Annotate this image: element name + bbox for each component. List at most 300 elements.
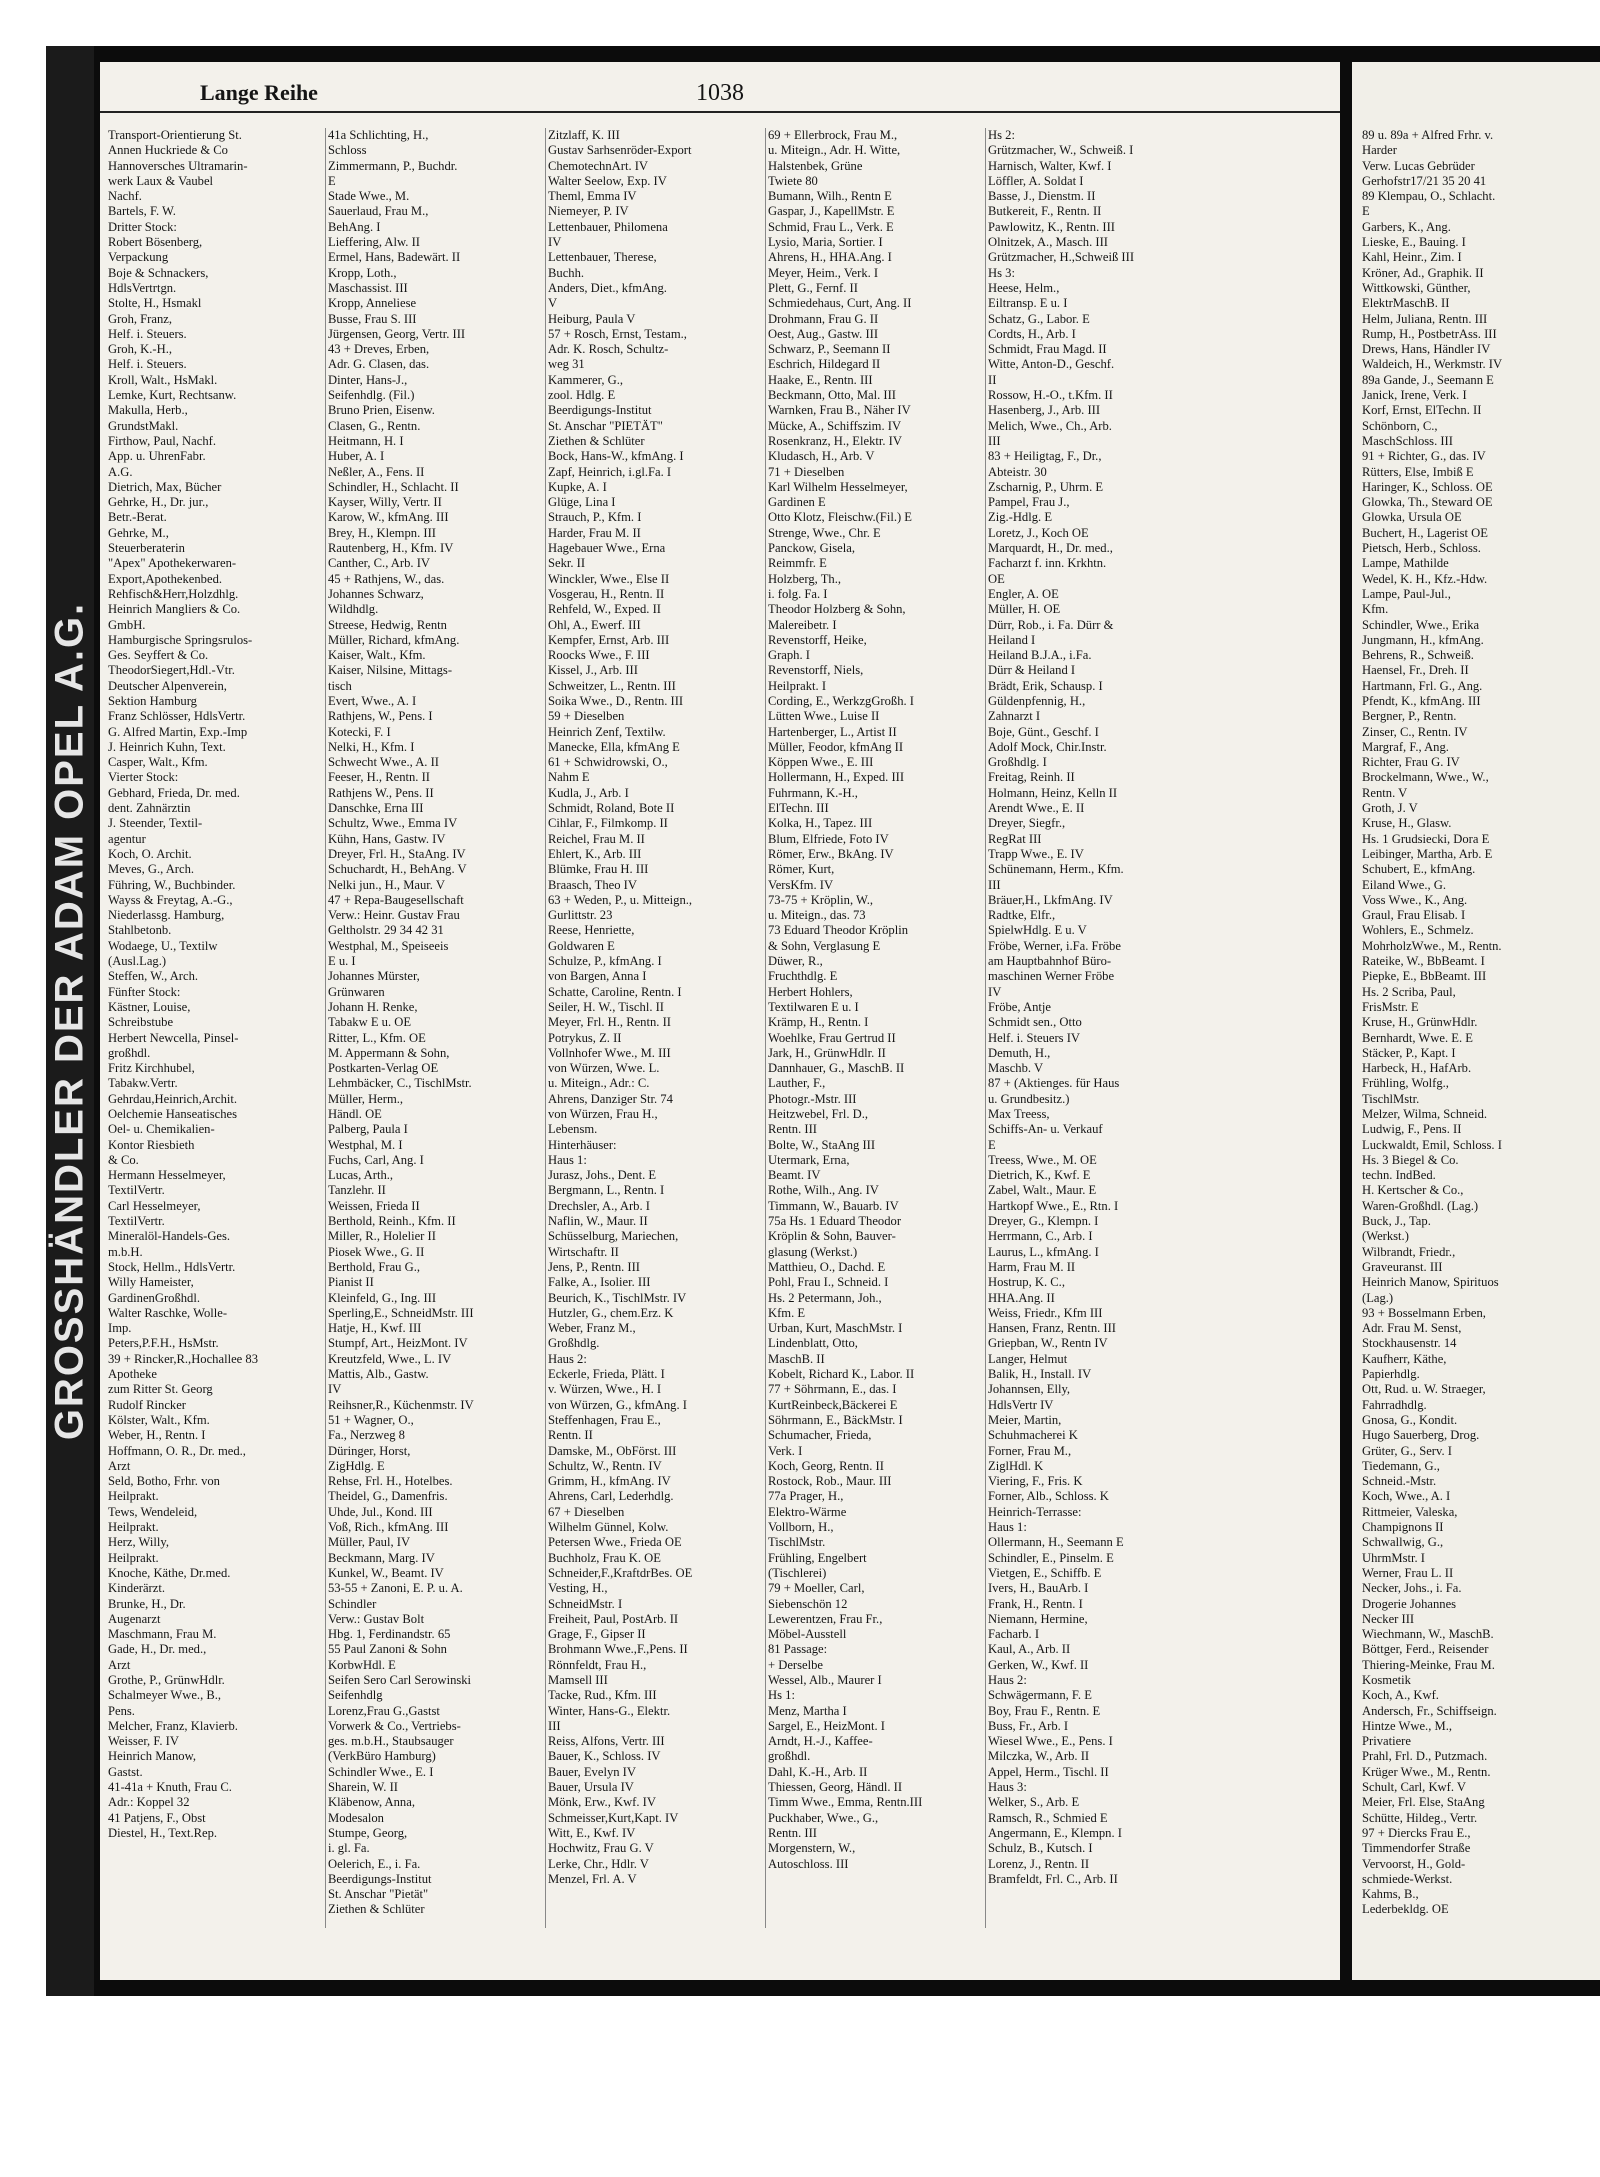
directory-entry-line: Kolka, H., Tapez. III <box>768 816 873 831</box>
directory-entry-line: tisch <box>328 678 352 693</box>
directory-entry-line: Clasen, G., Rentn. <box>328 418 421 433</box>
directory-entry-line: Glowka, Ursula OE <box>1362 510 1462 525</box>
directory-entry-line: Jürgensen, Georg, Vertr. III <box>328 326 466 341</box>
directory-entry-line: Arendt Wwe., E. II <box>988 801 1085 816</box>
directory-entry-line: Gurlittstr. 23 <box>548 908 613 923</box>
directory-entry-line: Dürr, Rob., i. Fa. Dürr & <box>988 617 1114 632</box>
directory-entry-line: Neßler, A., Fens. II <box>328 464 425 479</box>
directory-entry-line: Westphal, M., Speiseeis <box>328 938 449 953</box>
directory-entry-line: von Würzen, Wwe. L. <box>548 1061 660 1076</box>
directory-entry-line: (Lag.) <box>1362 1290 1394 1305</box>
column-rule <box>325 128 326 1928</box>
directory-entry-line: Pfendt, K., kfmAng. III <box>1362 693 1481 708</box>
directory-entry-line: Dreyer, Frl. H., StaAng. IV <box>328 846 466 861</box>
directory-entry-line: Groth, J. V <box>1362 801 1418 816</box>
directory-entry-line: Meves, G., Arch. <box>108 862 195 877</box>
directory-entry-line: Grützmacher, W., Schweiß. I <box>988 143 1134 158</box>
directory-entry-line: Maschb. V <box>988 1061 1044 1076</box>
directory-entry-line: Kinderärzt. <box>108 1581 165 1596</box>
directory-entry-line: agentur <box>108 831 146 846</box>
directory-entry-line: Piosek Wwe., G. II <box>328 1244 425 1259</box>
directory-entry-line: Brohmann Wwe.,F.,Pens. II <box>548 1642 688 1657</box>
directory-entry-line: Steuerberaterin <box>108 541 185 556</box>
directory-entry-line: Heinrich Mangliers & Co. <box>108 602 241 617</box>
directory-entry-line: Frühling, Engelbert <box>768 1550 867 1565</box>
directory-entry-line: Rentn. II <box>548 1428 593 1443</box>
directory-entry-line: Ritter, L., Kfm. OE <box>328 1030 426 1045</box>
directory-entry-line: Franz Schlösser, HdlsVertr. <box>108 709 246 724</box>
directory-entry-line: Korf, Ernst, ElTechn. II <box>1362 403 1482 418</box>
directory-entry-line: Müller, Feodor, kfmAng II <box>768 739 904 754</box>
directory-entry-line: Forner, Alb., Schloss. K <box>988 1489 1109 1504</box>
directory-entry-line: Demuth, H., <box>988 1045 1051 1060</box>
directory-entry-line: Melcher, Franz, Klavierb. <box>108 1718 238 1733</box>
column-rule <box>985 128 986 1928</box>
directory-entry-line: Zabel, Walt., Maur. E <box>988 1183 1097 1198</box>
directory-entry-line: Weissen, Frieda II <box>328 1198 420 1213</box>
directory-entry-line: 83 + Heiligtag, F., Dr., <box>988 449 1102 464</box>
directory-entry-line: 41 Patjens, F., Obst <box>108 1810 206 1825</box>
directory-entry-line: Ollermann, H., Seemann E <box>988 1535 1124 1550</box>
directory-entry-line: Kleinfeld, G., Ing. III <box>328 1290 437 1305</box>
directory-entry-line: Stolte, H., Hsmakl <box>108 296 202 311</box>
directory-entry-line: Wedel, K. H., Kfz.-Hdw. <box>1362 571 1488 586</box>
directory-entry-line: Oelchemie Hanseatisches <box>108 1107 238 1121</box>
directory-entry-line: Schneider,F.,KraftdrBes. OE <box>548 1565 693 1580</box>
directory-entry-line: Hermann Hesselmeyer, <box>108 1168 226 1183</box>
directory-entry-line: Schindler <box>328 1596 377 1611</box>
directory-entry-line: Betr.-Berat. <box>108 510 167 525</box>
directory-entry-line: Pohl, Frau I., Schneid. I <box>768 1275 889 1290</box>
directory-entry-line: Pens. <box>108 1703 135 1718</box>
directory-entry-line: (VerkBüro Hamburg) <box>328 1749 436 1764</box>
directory-entry-line: zum Ritter St. Georg <box>108 1382 213 1397</box>
directory-entry-line: Fuhrmann, K.-H., <box>768 785 858 800</box>
directory-entry-line: Robert Bösenberg, <box>108 235 203 250</box>
directory-entry-line: Bauer, K., Schloss. IV <box>548 1749 661 1764</box>
directory-entry-line: Stäcker, P., Kapt. I <box>1362 1045 1456 1060</box>
directory-entry-line: Gustav Sarhsenröder-Export <box>548 143 692 158</box>
directory-entry-line: Koch, Georg, Rentn. II <box>768 1458 884 1473</box>
directory-entry-line: Beamt. IV <box>768 1168 821 1183</box>
directory-entry-line: Rossow, H.-O., t.Kfm. II <box>988 388 1113 403</box>
directory-entry-line: Heitmann, H. I <box>328 433 404 448</box>
directory-entry-line: Beurich, K., TischlMstr. IV <box>548 1290 687 1305</box>
directory-entry-line: Grünwaren <box>328 984 385 999</box>
directory-entry-line: Evert, Wwe., A. I <box>328 693 417 708</box>
directory-entry-line: 67 + Dieselben <box>548 1504 625 1519</box>
directory-entry-line: Carl Hesselmeyer, <box>108 1198 201 1213</box>
directory-entry-line: Champignons II <box>1362 1520 1444 1535</box>
directory-entry-line: Gehrdau,Heinrich,Archit. <box>108 1091 238 1106</box>
directory-entry-line: Kölster, Walt., Kfm. <box>108 1412 210 1427</box>
directory-entry-line: 73 Eduard Theodor Kröplin <box>768 923 909 938</box>
directory-entry-line: Wessel, Alb., Maurer I <box>768 1672 882 1687</box>
directory-entry-line: Adolf Mock, Chir.Instr. <box>988 739 1107 754</box>
directory-entry-line: Jens, P., Rentn. III <box>548 1259 640 1274</box>
directory-entry-line: Bauer, Evelyn IV <box>548 1764 636 1779</box>
directory-entry-line: 87 + (Aktienges. für Haus <box>988 1076 1120 1091</box>
directory-entry-line: Arzt <box>108 1458 131 1473</box>
directory-entry-line: Krämp, H., Rentn. I <box>768 1015 869 1030</box>
directory-column-5 <box>988 128 1202 1887</box>
directory-entry-line: großhdl. <box>108 1045 151 1060</box>
directory-entry-line: Frank, H., Rentn. I <box>988 1596 1083 1611</box>
directory-entry-line: Ermel, Hans, Badewärt. II <box>328 250 461 265</box>
directory-entry-line: Thiering-Meinke, Frau M. <box>1362 1657 1495 1672</box>
directory-entry-line: Groh, Franz, <box>108 311 173 326</box>
directory-entry-line: Möbel-Ausstell <box>768 1627 847 1642</box>
directory-entry-line: Gardinen E <box>768 495 826 510</box>
directory-entry-line: Beerdigungs-Institut <box>328 1871 432 1886</box>
directory-entry-line: techn. IndBed. <box>1362 1168 1436 1183</box>
directory-entry-line: u. Miteign., Adr. H. Witte, <box>768 143 901 158</box>
directory-entry-line: Schwallwig, G., <box>1362 1535 1444 1550</box>
directory-entry-line: Knoche, Käthe, Dr.med. <box>108 1565 231 1580</box>
directory-entry-line: 39 + Rincker,R.,Hochallee 83 <box>108 1351 258 1366</box>
directory-entry-line: Großhdlg. <box>548 1336 600 1351</box>
directory-entry-line: Karl Wilhelm Hesselmeyer, <box>768 479 908 494</box>
directory-entry-line: GrundstMakl. <box>108 418 179 433</box>
directory-entry-line: Firthow, Paul, Nachf. <box>108 433 216 448</box>
directory-entry-line: Blümke, Frau H. III <box>548 862 649 877</box>
directory-entry-line: Woehlke, Frau Gertrud II <box>768 1030 896 1045</box>
directory-entry-line: GmbH. <box>108 617 146 632</box>
directory-entry-line: Niederlassg. Hamburg, <box>108 908 225 923</box>
directory-entry-line: Hintze Wwe., M., <box>1362 1718 1453 1733</box>
directory-entry-line: Voss Wwe., K., Ang. <box>1362 892 1468 907</box>
directory-entry-line: Fa., Nerzweg 8 <box>328 1428 405 1443</box>
directory-entry-line: Sektion Hamburg <box>108 693 197 708</box>
directory-entry-line: Steffen, W., Arch. <box>108 969 199 984</box>
directory-entry-line: Hartenberger, L., Artist II <box>768 724 897 739</box>
directory-entry-line: Weisser, F. IV <box>108 1734 179 1749</box>
directory-entry-line: 59 + Dieselben <box>548 709 625 724</box>
directory-entry-line: Lindenblatt, Otto, <box>768 1336 858 1351</box>
directory-entry-line: Timmendorfer Straße <box>1362 1841 1471 1856</box>
directory-entry-line: Otto Klotz, Fleischw.(Fil.) E <box>768 510 912 525</box>
directory-entry-line: Meier, Frl. Else, StaAng <box>1362 1795 1485 1810</box>
directory-entry-line: Richter, Frau G. IV <box>1362 755 1460 770</box>
directory-entry-line: J. Heinrich Kuhn, Text. <box>108 739 226 754</box>
directory-entry-line: 89a Gande, J., Seemann E <box>1362 372 1494 387</box>
directory-entry-line: Dietrich, Max, Bücher <box>108 479 222 494</box>
directory-entry-line: Dürr & Heiland I <box>988 663 1076 678</box>
directory-entry-line: IV <box>328 1382 342 1397</box>
directory-entry-line: Angermann, E., Klempn. I <box>988 1825 1122 1840</box>
directory-entry-line: Verw.: Gustav Bolt <box>328 1611 425 1626</box>
directory-entry-line: Kruse, H., GrünwHdlr. <box>1362 1015 1478 1030</box>
directory-entry-line: J. Steender, Textil- <box>108 816 203 831</box>
directory-entry-line: M. Appermann & Sohn, <box>328 1045 450 1060</box>
directory-entry-line: Halstenbek, Grüne <box>768 158 863 173</box>
directory-entry-line: Kaufherr, Käthe, <box>1362 1351 1447 1366</box>
directory-entry-line: Schalmeyer Wwe., B., <box>108 1688 222 1703</box>
directory-entry-line: Wohlers, E., Schmelz. <box>1362 923 1474 938</box>
directory-entry-line: u. Grundbesitz.) <box>988 1091 1070 1106</box>
directory-entry-line: ZigHdlg. E <box>328 1458 385 1473</box>
directory-entry-line: Gerken, W., Kwf. II <box>988 1657 1089 1672</box>
directory-entry-line: Kropp, Loth., <box>328 265 397 280</box>
directory-entry-line: Margraf, F., Ang. <box>1362 739 1449 754</box>
directory-entry-line: Pawlowitz, K., Rentn. III <box>988 219 1115 234</box>
directory-entry-line: Seld, Botho, Frhr. von <box>108 1474 220 1489</box>
directory-entry-line: Modesalon <box>328 1810 384 1825</box>
directory-entry-line: am Hauptbahnhof Büro- <box>988 954 1112 969</box>
directory-entry-line: Rautenberg, H., Kfm. IV <box>328 541 454 556</box>
directory-entry-line: HHA.Ang. II <box>988 1290 1055 1305</box>
directory-entry-line: Helf. i. Steuers. <box>108 326 187 341</box>
directory-entry-line: Rudolf Rincker <box>108 1397 186 1412</box>
directory-entry-line: Lieske, E., Bauing. I <box>1362 235 1466 250</box>
directory-entry-line: TheodorSiegert,Hdl.-Vtr. <box>108 663 235 678</box>
directory-entry-line: Augenarzt <box>108 1611 161 1626</box>
directory-entry-line: Gerhofstr17/21 35 20 41 <box>1362 173 1487 188</box>
directory-entry-line: Lorenz,Frau G.,Gastst <box>328 1703 440 1718</box>
directory-entry-line: Laurus, L., kfmAng. I <box>988 1244 1099 1259</box>
directory-entry-line: Herz, Willy, <box>108 1535 170 1550</box>
directory-entry-line: Waren-Großhdl. (Lag.) <box>1362 1198 1479 1213</box>
directory-entry-line: Rittmeier, Valeska, <box>1362 1504 1458 1519</box>
directory-entry-line: Stock, Hellm., HdlsVertr. <box>108 1259 236 1274</box>
directory-entry-line: Rathjens, W., Pens. I <box>328 709 433 724</box>
directory-entry-line: Kempfer, Ernst, Arb. III <box>548 632 670 647</box>
directory-entry-line: Haus 2: <box>988 1672 1027 1687</box>
directory-entry-line: Panckow, Gisela, <box>768 541 855 556</box>
directory-entry-line: Casper, Walt., Kfm. <box>108 755 208 770</box>
directory-entry-line: 77a Prager, H., <box>768 1489 844 1504</box>
directory-entry-line: Römer, Kurt, <box>768 862 835 877</box>
directory-entry-line: Export,Apothekenbed. <box>108 571 223 586</box>
directory-entry-line: Bruno Prien, Eisenw. <box>328 403 435 418</box>
directory-entry-line: Rump, H., PostbetrAss. III <box>1362 326 1497 341</box>
directory-entry-line: FrisMstr. E <box>1362 999 1419 1014</box>
directory-entry-line: Schatte, Caroline, Rentn. I <box>548 984 682 999</box>
directory-entry-line: Langer, Helmut <box>988 1351 1068 1366</box>
directory-entry-line: Meier, Martin, <box>988 1412 1062 1427</box>
directory-entry-line: Holmann, Heinz, Kelln II <box>988 785 1118 800</box>
directory-entry-line: Kühn, Hans, Gastw. IV <box>328 831 446 846</box>
directory-entry-line: Seifen Sero Carl Serowinski <box>328 1672 472 1687</box>
directory-entry-line: Radtke, Elfr., <box>988 908 1056 923</box>
directory-entry-line: weg 31 <box>548 357 585 372</box>
directory-entry-line: Jurasz, Johs., Dent. E <box>548 1168 657 1183</box>
directory-entry-line: Nelki jun., H., Maur. V <box>328 877 445 892</box>
directory-entry-line: Andersch, Fr., Schiffseign. <box>1362 1703 1497 1718</box>
directory-entry-line: Hartmann, Frl. G., Ang. <box>1362 678 1483 693</box>
directory-entry-line: Hbg. 1, Ferdinandstr. 65 <box>328 1627 451 1642</box>
directory-entry-line: Miller, R., Holelier II <box>328 1229 436 1244</box>
directory-entry-line: Lettenbauer, Philomena <box>548 219 668 234</box>
directory-entry-line: Petersen Wwe., Frieda OE <box>548 1535 682 1550</box>
directory-entry-line: E u. I <box>328 954 356 969</box>
directory-entry-line: Fruchthdlg. E <box>768 969 838 984</box>
directory-entry-line: Dreyer, G., Klempn. I <box>988 1214 1099 1229</box>
directory-entry-line: Theml, Emma IV <box>548 189 637 204</box>
directory-entry-line: Theidel, G., Damenfris. <box>328 1489 448 1504</box>
directory-entry-line: Loretz, J., Koch OE <box>988 525 1089 540</box>
directory-entry-line: Menzel, Frl. A. V <box>548 1871 637 1886</box>
directory-entry-line: Lorenz, J., Rentn. II <box>988 1856 1090 1871</box>
directory-entry-line: von Würzen, Frau H., <box>548 1107 658 1121</box>
header-rule <box>100 111 1340 113</box>
directory-entry-line: Gade, H., Dr. med., <box>108 1642 207 1657</box>
directory-entry-line: Stockhausenstr. 14 <box>1362 1336 1457 1351</box>
directory-entry-line: Damske, M., ObFörst. III <box>548 1443 677 1458</box>
directory-entry-line: Schmidt, Frau Magd. II <box>988 342 1107 357</box>
directory-entry-line: Drogerie Johannes <box>1362 1596 1457 1611</box>
directory-entry-line: Hoffmann, O. R., Dr. med., <box>108 1443 246 1458</box>
directory-entry-line: Kläbenow, Anna, <box>328 1795 415 1810</box>
directory-entry-line: Wilbrandt, Friedr., <box>1362 1244 1456 1259</box>
directory-entry-line: Hollermann, H., Exped. III <box>768 770 905 785</box>
directory-entry-line: Wittkowski, Günther, <box>1362 280 1471 295</box>
directory-entry-line: Schwarz, P., Seemann II <box>768 342 891 357</box>
directory-entry-line: Weiss, Friedr., Kfm III <box>988 1305 1103 1320</box>
directory-entry-line: Eschrich, Hildegard II <box>768 357 881 372</box>
directory-entry-line: Müller, Herm., <box>328 1091 404 1106</box>
directory-entry-line: 77 + Söhrmann, E., das. I <box>768 1382 897 1397</box>
directory-entry-line: Privatiere <box>1362 1734 1411 1749</box>
directory-entry-line: Führing, W., Buchbinder. <box>108 877 236 892</box>
directory-entry-line: Bernhardt, Wwe. E. E <box>1362 1030 1473 1045</box>
directory-entry-line: 53-55 + Zanoni, E. P. u. A. <box>328 1581 463 1596</box>
directory-entry-line: Voß, Rich., kfmAng. III <box>328 1520 449 1535</box>
directory-entry-line: TextilVertr. <box>108 1214 165 1229</box>
directory-entry-line: Zimmermann, P., Buchdr. <box>328 158 458 173</box>
directory-entry-line: Kupke, A. I <box>548 479 607 494</box>
directory-entry-line: Ivers, H., BauArb. I <box>988 1581 1089 1596</box>
directory-entry-line: HdlsVertr IV <box>988 1397 1054 1412</box>
directory-column-3 <box>548 128 762 1887</box>
directory-entry-line: Johannsen, Elly, <box>988 1382 1071 1397</box>
directory-entry-line: HdlsVertrtgn. <box>108 280 177 295</box>
directory-entry-line: glasung (Werkst.) <box>768 1244 858 1259</box>
directory-column-2 <box>328 128 542 1918</box>
directory-entry-line: Adr. Frau M. Senst, <box>1362 1321 1462 1336</box>
directory-entry-line: Lebensm. <box>548 1122 598 1137</box>
directory-entry-line: GardinenGroßhdl. <box>108 1290 200 1305</box>
directory-entry-line: Schwägermann, F. E <box>988 1688 1092 1703</box>
directory-entry-line: Stumpf, Art., HeizMont. IV <box>328 1336 468 1351</box>
directory-entry-line: Mücke, A., Schiffszim. IV <box>768 418 902 433</box>
directory-entry-line: Ziethen & Schlüter <box>328 1902 425 1917</box>
directory-entry-line: Freiheit, Paul, PostArb. II <box>548 1611 679 1626</box>
directory-entry-line: Tews, Wendeleid, <box>108 1504 198 1519</box>
directory-entry-line: KorbwHdl. E <box>328 1657 396 1672</box>
directory-entry-line: Kobelt, Richard K., Labor. II <box>768 1367 915 1382</box>
directory-entry-line: Stahlbetonb. <box>108 923 172 938</box>
directory-entry-line: Reese, Henriette, <box>548 923 635 938</box>
directory-entry-line: Ziethen & Schlüter <box>548 433 645 448</box>
directory-entry-line: VersKfm. IV <box>768 877 834 892</box>
directory-entry-line: Eiltransp. E u. I <box>988 296 1068 311</box>
directory-entry-line: Timmann, W., Bauarb. IV <box>768 1198 899 1213</box>
directory-entry-line: Dahl, K.-H., Arb. II <box>768 1764 868 1779</box>
directory-entry-line: SpielwHdlg. E u. V <box>988 923 1087 938</box>
directory-entry-line: Kaul, A., Arb. II <box>988 1642 1071 1657</box>
directory-entry-line: Deutscher Alpenverein, <box>108 678 227 693</box>
directory-entry-line: Heilprakt. <box>108 1489 159 1504</box>
directory-entry-line: 43 + Dreves, Erben, <box>328 342 430 357</box>
directory-entry-line: Hochwitz, Frau G. V <box>548 1841 654 1856</box>
directory-entry-line: Oelerich, E., i. Fa. <box>328 1856 421 1871</box>
directory-entry-line: Adr. K. Rosch, Schultz- <box>548 342 669 357</box>
directory-entry-line: Verpackung <box>108 250 169 265</box>
directory-entry-line: Harnisch, Walter, Kwf. I <box>988 158 1112 173</box>
directory-entry-line: Winter, Hans-G., Elektr. <box>548 1703 671 1718</box>
directory-entry-line: Kästner, Louise, <box>108 999 191 1014</box>
directory-entry-line: Menz, Martha I <box>768 1703 847 1718</box>
directory-entry-line: Abteistr. 30 <box>988 464 1047 479</box>
directory-entry-line: Ramsch, R., Schmied E <box>988 1810 1108 1825</box>
directory-entry-line: Heinrich-Terrasse: <box>988 1504 1082 1519</box>
directory-entry-line: Schulz, B., Kutsch. I <box>988 1841 1093 1856</box>
directory-entry-line: Naflin, W., Maur. II <box>548 1214 648 1229</box>
directory-entry-line: Ott, Rud. u. W. Straeger, <box>1362 1382 1486 1397</box>
directory-entry-line: A.G. <box>108 464 133 479</box>
directory-entry-line: Kaiser, Nilsine, Mittags- <box>328 663 453 678</box>
directory-entry-line: Schuhmacherei K <box>988 1428 1078 1443</box>
directory-entry-line: Zapf, Heinrich, i.gl.Fa. I <box>548 464 672 479</box>
directory-entry-line: Verw. Lucas Gebrüder <box>1362 158 1475 173</box>
directory-entry-line: Oest, Aug., Gastw. III <box>768 326 879 341</box>
directory-entry-line: Groh, K.-H., <box>108 342 173 357</box>
directory-entry-line: Johann H. Renke, <box>328 999 418 1014</box>
directory-entry-line: Welker, S., Arb. E <box>988 1795 1080 1810</box>
directory-entry-line: Kreutzfeld, Wwe., L. IV <box>328 1351 452 1366</box>
directory-entry-line: Rostock, Rob., Maur. III <box>768 1474 892 1489</box>
directory-entry-line: MaschB. II <box>768 1351 825 1366</box>
directory-entry-line: Falke, A., Isolier. III <box>548 1275 651 1290</box>
directory-entry-line: Zahnarzt I <box>988 709 1041 724</box>
directory-entry-line: Löffler, A. Soldat I <box>988 173 1084 188</box>
directory-entry-line: Niemeyer, P. IV <box>548 204 629 219</box>
directory-entry-line: Hs. 2 Scriba, Paul, <box>1362 984 1456 999</box>
directory-entry-line: Müller, H. OE <box>988 602 1061 617</box>
directory-entry-line: Haus 1: <box>548 1152 587 1167</box>
directory-entry-line: III <box>548 1718 561 1733</box>
directory-entry-line: Oel- u. Chemikalien- <box>108 1122 215 1137</box>
directory-entry-line: + Derselbe <box>768 1657 824 1672</box>
directory-entry-line: Hartkopf Wwe., E., Rtn. I <box>988 1198 1119 1213</box>
directory-entry-line: III <box>988 433 1001 448</box>
directory-entry-line: Twiete 80 <box>768 173 818 188</box>
directory-entry-line: 81 Passage: <box>768 1642 828 1657</box>
directory-entry-line: Ahrens, Danziger Str. 74 <box>548 1091 673 1106</box>
directory-entry-line: Haringer, K., Schloss. OE <box>1362 479 1493 494</box>
directory-entry-line: Feeser, H., Rentn. II <box>328 770 430 785</box>
directory-entry-line: Verk. I <box>768 1443 803 1458</box>
directory-entry-line: Melzer, Wilma, Schneid. <box>1362 1107 1488 1121</box>
directory-entry-line: Hutzler, G., chem.Erz. K <box>548 1305 674 1320</box>
directory-entry-line: E <box>328 173 336 188</box>
directory-entry-line: Vervoorst, H., Gold- <box>1362 1856 1466 1871</box>
directory-entry-line: Waldeich, H., Werkmstr. IV <box>1362 357 1503 372</box>
directory-entry-line: Heese, Helm., <box>988 280 1060 295</box>
directory-entry-line: (Tischlerei) <box>768 1565 827 1580</box>
directory-entry-line: Garbers, K., Ang. <box>1362 219 1451 234</box>
directory-entry-line: Lerke, Chr., Hdlr. V <box>548 1856 649 1871</box>
directory-entry-line: Gaspar, J., KapellMstr. E <box>768 204 895 219</box>
directory-entry-line: 57 + Rosch, Ernst, Testam., <box>548 326 687 341</box>
directory-entry-line: Vierter Stock: <box>108 770 179 785</box>
directory-entry-line: Walter Raschke, Wolle- <box>108 1305 228 1320</box>
directory-entry-line: Lysio, Maria, Sortier. I <box>768 235 883 250</box>
directory-entry-line: Kludasch, H., Arb. V <box>768 449 875 464</box>
directory-entry-line: Mönk, Erw., Kwf. IV <box>548 1795 656 1810</box>
directory-entry-line: Diestel, H., Text.Rep. <box>108 1825 218 1840</box>
